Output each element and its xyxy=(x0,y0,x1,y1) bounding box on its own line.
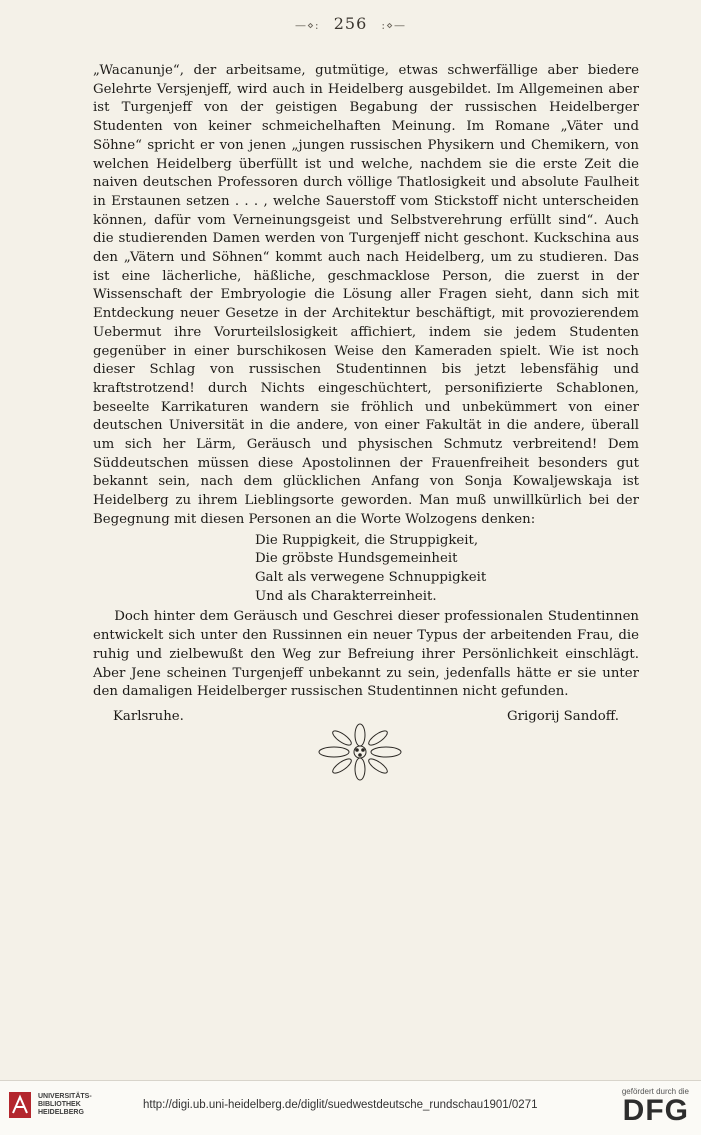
page-header xyxy=(0,14,701,33)
verse-line: Die gröbste Hundsgemeinheit xyxy=(255,551,458,567)
verse-line: Galt als verwegene Schnuppigkeit xyxy=(255,569,487,585)
paragraph-1: „Wacanunje“, der arbeitsame, gutmütige, etwas schwerfällige aber biedere Gelehrte Versjenjeff, wird auch in Heidelberg ausgebildet. Im Allgemeinen aber ist Turgenjeff von der geistigen Begabung der russischen Heidelberger Studenten von keiner schmeichelhaften Meinung. Im Romane „Väter und Söhne“ spricht er von jenen „jungen russischen Physikern und Chemikern, von welchen Heidelberg überfüllt ist und welche, nachdem sie die erste Zeit die naiven deutschen Professoren durch völlige Thatlosigkeit und absolute Faulheit in Erstaunen setzen . . . , welche Sauerstoff vom Stickstoff nicht unterscheiden können, dafür vom Verneinungsgeist und Selbstverehrung erfüllt sind“. Auch die studierenden Damen werden von Turgenjeff nicht geschont. Kuckschina aus den „Vätern und Söhnen“ kommt auch nach Heidelberg, um zu studieren. Das ist eine lächerliche, häßliche, geschmacklose Person, die zuerst in der Wissenschaft der Embryologie die Lösung aller Fragen sieht, dann sich mit Entdeckung neuer Gesetze in der Architektur beschäftigt, mit provozierendem Uebermut ihre Vorurteilslosigkeit affichiert, indem sie jedem Studenten gegenüber in einer burschikosen Weise den Kameraden spielt. Wie ist noch dieser Schlag von russischen Studentinnen bis jetzt lebensfähig und kraftstrotzend! durch Nichts eingeschüchtert, personifizierte Schablonen, beseelte Karrikaturen wandern sie fröhlich und unbekümmert von einer deutschen Universität in die andere, von einer Fakultät in die andere, überall um sich her Lärm, Geräusch und physischen Schmutz verbreitend! Dem Süddeutschen müssen diese Apostolinnen der Frauenfreiheit besonders gut bekannt sein, nach dem glücklichen Anfang von Sonja Kowaljewskaja ist Heidelberg zu ihrem Lieblingsorte geworden. Man muß unwillkürlich bei der Begegnung mit diesen Personen an die Worte Wolzogens denken: xyxy=(93,63,639,527)
author: Grigorij Sandoff. xyxy=(506,708,619,724)
page-number: 256 xyxy=(333,14,368,33)
article-text xyxy=(93,62,639,727)
dfg-logo xyxy=(622,1087,689,1126)
funded-by-label: gefördert durch die xyxy=(621,1087,689,1096)
source-url-link[interactable]: http://digi.ub.uni-heidelberg.de/diglit/suedwestdeutsche_rundschau1901/0271 xyxy=(143,1099,538,1111)
university-seal-icon xyxy=(8,1091,32,1119)
place: Karlsruhe. xyxy=(113,708,184,724)
paragraph-2: Doch hinter dem Geräusch und Geschrei dieser professionalen Studentinnen entwickelt sich unter den Russinnen ein neuer Typus der arbeitenden Frau, die ruhig und zielbewußt den Weg zur Befreiung ihrer Persönlichkeit einschlägt. Aber Jene scheinen Turgenjeff unbekannt zu sein, jedenfalls hätte er sie unter den damaligen Heidelberger russischen Studentinnen nicht gefunden. xyxy=(93,609,639,700)
footer-bar xyxy=(0,1080,701,1135)
library-logo[interactable] xyxy=(8,1091,92,1119)
verse-line: Und als Charakterreinheit. xyxy=(255,588,437,604)
edelweiss-ornament-icon xyxy=(314,723,406,781)
library-name: UNIVERSITÄTS- BIBLIOTHEK HEIDELBERG xyxy=(38,1093,92,1116)
verse-line: Die Ruppigkeit, die Struppigkeit, xyxy=(255,532,479,548)
header-ornament-left: —⋄: xyxy=(295,19,320,32)
verse-quote xyxy=(255,532,639,607)
dfg-mark: DFG xyxy=(622,1094,689,1127)
header-ornament-right: :⋄— xyxy=(381,19,406,32)
